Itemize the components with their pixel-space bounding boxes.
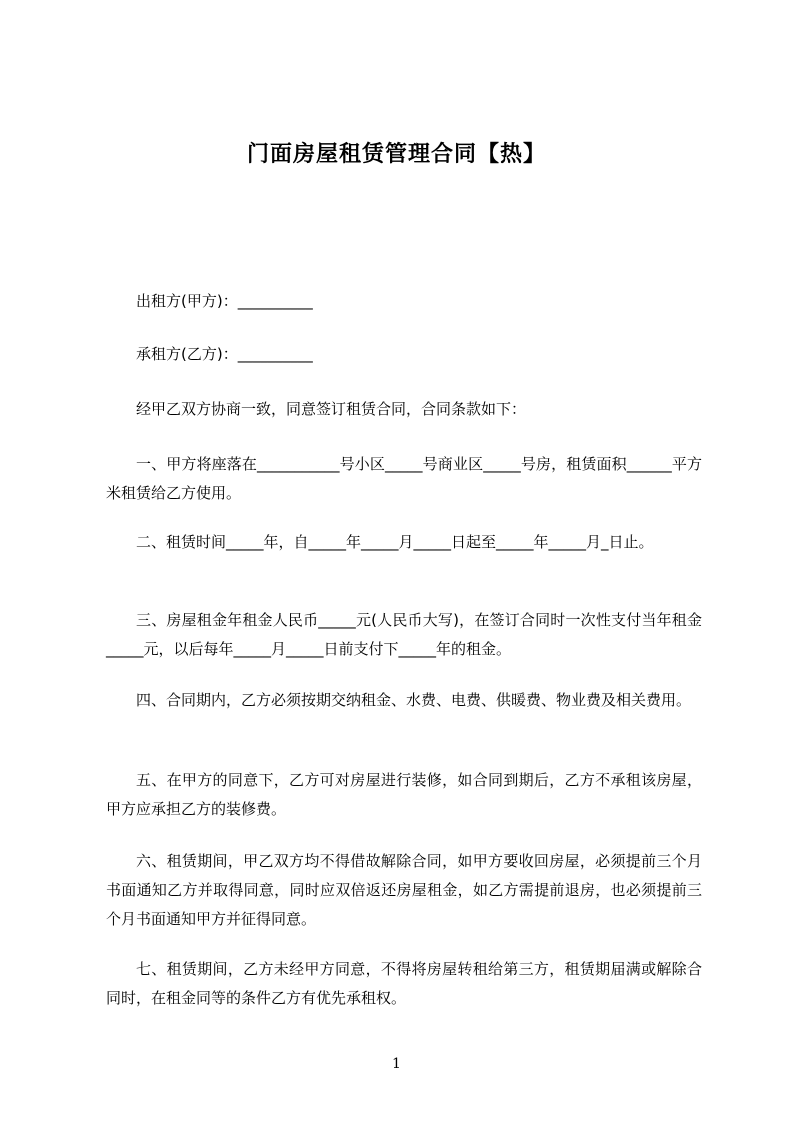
- page-title: 门面房屋租赁管理合同【热】: [246, 142, 546, 167]
- clause-text: 五、在甲方的同意下，乙方可对房屋进行装修，如合同到期后，乙方不承租该房屋，甲方应承担乙方的装修费。: [106, 771, 702, 818]
- clause-3: [106, 606, 702, 664]
- lessee-line: [106, 340, 702, 369]
- clause-5: [106, 766, 702, 824]
- clause-1: [106, 450, 702, 508]
- clause-text: 三、房屋租金年租金人民币_____元(人民币大写)，在签订合同时一次性支付当年租金_____元，以后每年_____月_____日前支付下_____年的租金。: [106, 611, 702, 658]
- clause-text: 七、租赁期间，乙方未经甲方同意，不得将房屋转租给第三方，租赁期届满或解除合同时，在租金同等的条件乙方有优先承租权。: [106, 960, 702, 1007]
- clause-text: 二、租赁时间_____年，自_____年_____月_____日起至_____年_____月_日止。: [136, 533, 654, 551]
- clause-4: [106, 686, 702, 715]
- lessor-line: [106, 287, 702, 316]
- clause-2: [106, 528, 702, 557]
- lessee-text: 承租方(乙方)：__________: [136, 345, 313, 363]
- clause-7: [106, 955, 702, 1013]
- lessor-text: 出租方(甲方)：__________: [136, 292, 313, 310]
- intro-paragraph: [106, 395, 702, 424]
- intro-text: 经甲乙双方协商一致，同意签订租赁合同，合同条款如下：: [136, 400, 527, 418]
- clause-text: 一、甲方将座落在___________号小区_____号商业区_____号房，租赁面积______平方米租赁给乙方使用。: [106, 455, 702, 502]
- page-number: 1: [392, 1056, 401, 1072]
- clause-text: 六、租赁期间，甲乙双方均不得借故解除合同，如甲方要收回房屋，必须提前三个月书面通知乙方并取得同意，同时应双倍返还房屋租金，如乙方需提前退房，也必须提前三个月书面通知甲方并征得同意。: [106, 852, 702, 928]
- clause-6: [106, 847, 702, 934]
- clause-text: 四、合同期内，乙方必须按期交纳租金、水费、电费、供暖费、物业费及相关费用。: [136, 691, 692, 709]
